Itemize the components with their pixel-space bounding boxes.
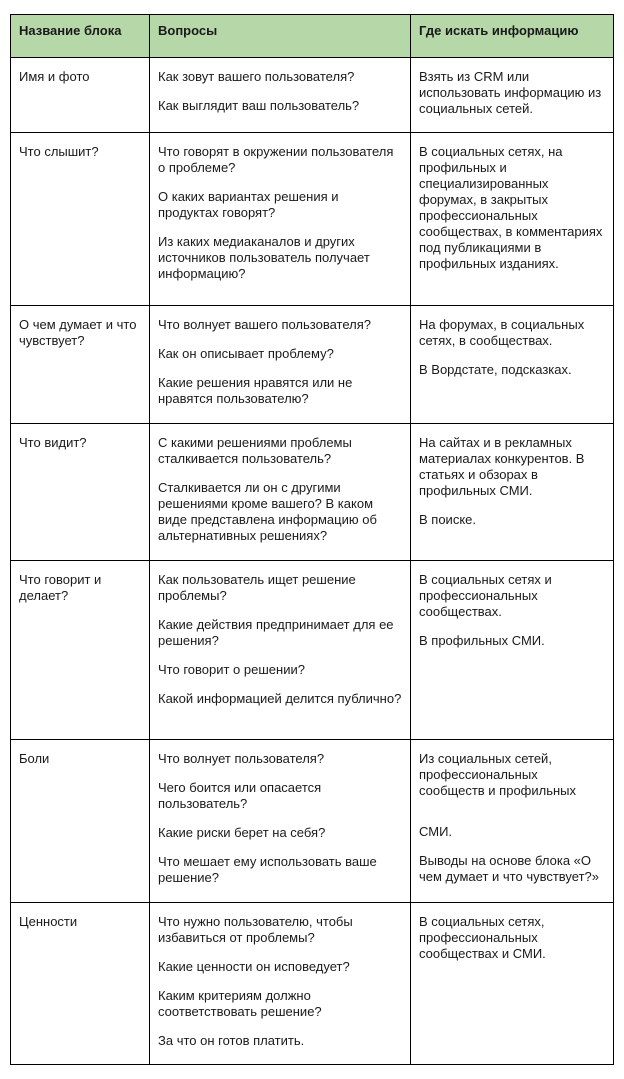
question: Какие решения нравятся или не нравятся пользователю? (158, 375, 353, 406)
block-name-cell: Что видит? (11, 424, 150, 561)
question: Как пользователь ищет решение проблемы? (158, 572, 356, 603)
question: С какими решениями проблемы сталкивается пользователь? (158, 435, 352, 466)
block-name-cell: Боли (11, 740, 150, 903)
question: Что волнует пользователя? (158, 751, 325, 766)
source: В социальных сетях, на профильных и специализированных форумах, в закрытых профессиональных сообществах, в комментариях под публикациями в профильных изданиях. (419, 144, 603, 271)
block-name-cell: Что говорит и делает? (11, 561, 150, 740)
question: Что говорит о решении? (158, 662, 305, 677)
source: В поиске. (419, 512, 476, 527)
question: Что волнует вашего пользователя? (158, 317, 372, 332)
question: Как выглядит ваш пользователь? (158, 98, 360, 113)
source: На сайтах и в рекламных материалах конкурентов. В статьях и обзорах в профильных СМИ. (419, 435, 585, 498)
questions-cell (150, 58, 411, 133)
question: Что мешает ему использовать ваше решение? (158, 854, 377, 885)
table-row (11, 903, 614, 1065)
question: Сталкивается ли он с другими решениями кроме вашего? В каком виде представлена информацию об альтернативных решениях? (158, 480, 377, 543)
table-row (11, 561, 614, 740)
question: Как он описывает проблему? (158, 346, 334, 361)
questions-cell (150, 424, 411, 561)
header-questions: Вопросы (150, 15, 411, 58)
question: Что говорят в окружении пользователя о проблеме? (158, 144, 394, 175)
source: В социальных сетях, профессиональных сообществах и СМИ. (419, 914, 546, 961)
source: На форумах, в социальных сетях, в сообществах. (419, 317, 585, 348)
where-cell (411, 561, 614, 740)
table-row (11, 424, 614, 561)
table-row (11, 58, 614, 133)
questions-cell (150, 903, 411, 1065)
question: Чего боится или опасается пользователь? (158, 780, 322, 811)
source: В социальных сетях и профессиональных сообществах. (419, 572, 552, 619)
header-block-name: Название блока (11, 15, 150, 58)
questions-cell (150, 561, 411, 740)
where-cell (411, 903, 614, 1065)
question: Какие действия предпринимает для ее решения? (158, 617, 394, 648)
empathy-map-table (10, 14, 614, 1065)
block-name-cell: Что слышит? (11, 133, 150, 306)
source: Из социальных сетей, профессиональных сообществ и профильных (419, 751, 577, 798)
header-row (11, 15, 614, 58)
question: Какие ценности он исповедует? (158, 959, 350, 974)
where-cell (411, 58, 614, 133)
source: В профильных СМИ. (419, 633, 545, 648)
source: Взять из CRM или использовать информацию из социальных сетей. (419, 69, 602, 116)
where-cell (411, 740, 614, 903)
question: За что он готов платить. (158, 1033, 305, 1048)
source: В Вордстате, подсказках. (419, 362, 572, 377)
questions-cell (150, 133, 411, 306)
question: Что нужно пользователю, чтобы избавиться от проблемы? (158, 914, 353, 945)
table-row (11, 740, 614, 903)
question: Как зовут вашего пользователя? (158, 69, 355, 84)
question: Какой информацией делится публично? (158, 691, 402, 706)
where-cell (411, 306, 614, 424)
block-name-cell: Имя и фото (11, 58, 150, 133)
where-cell (411, 424, 614, 561)
source: Выводы на основе блока «О чем думает и что чувствует?» (419, 853, 599, 884)
table-row (11, 133, 614, 306)
question: О каких вариантах решения и продуктах говорят? (158, 189, 339, 220)
question: Каким критериям должно соответствовать решение? (158, 988, 322, 1019)
block-name-cell: О чем думает и что чувствует? (11, 306, 150, 424)
questions-cell (150, 740, 411, 903)
source: СМИ. (419, 824, 453, 839)
header-where-to-search: Где искать информацию (411, 15, 614, 58)
question: Из каких медиаканалов и других источников пользователь получает информацию? (158, 234, 370, 281)
block-name-cell: Ценности (11, 903, 150, 1065)
where-cell (411, 133, 614, 306)
table-row (11, 306, 614, 424)
questions-cell (150, 306, 411, 424)
question: Какие риски берет на себя? (158, 825, 326, 840)
